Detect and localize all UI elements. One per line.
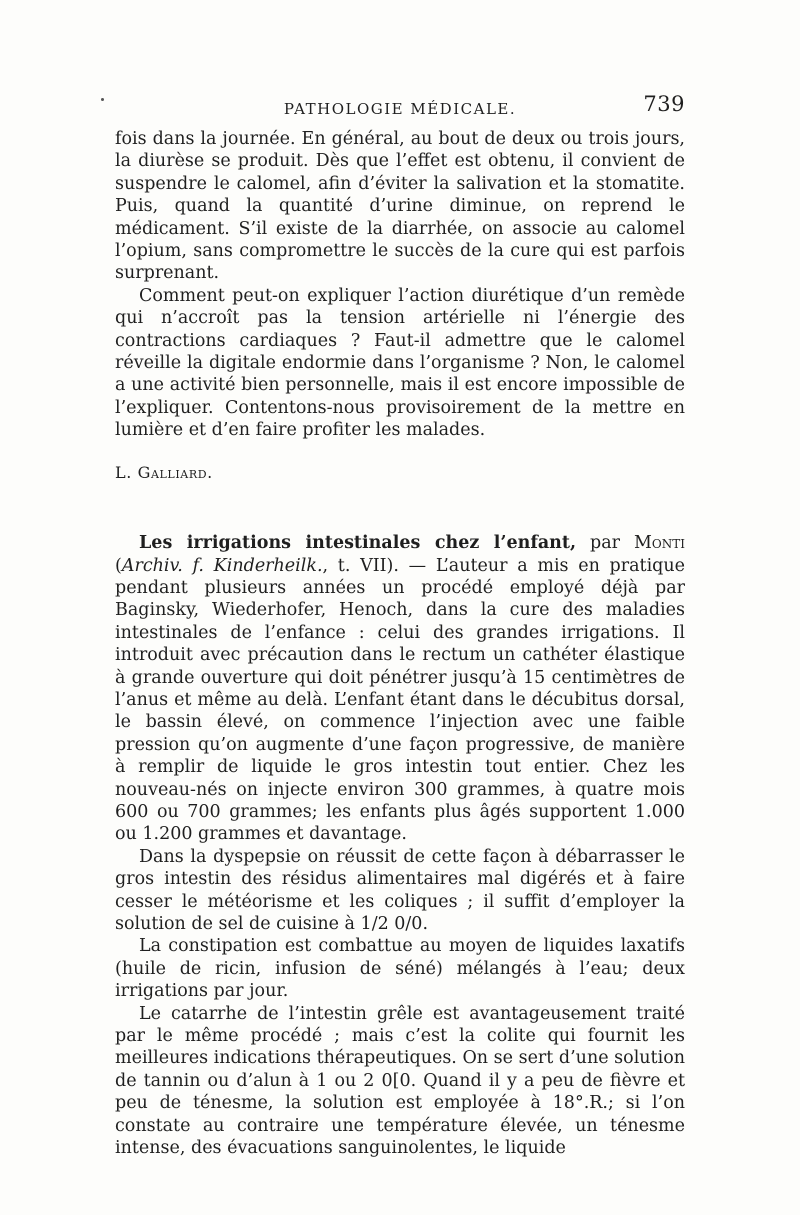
citation-close: , t. VII). <box>322 555 399 576</box>
margin-dot <box>101 98 104 101</box>
journal-title: Archiv. f. Kinderheilk. <box>121 555 323 576</box>
article-paragraph <box>115 532 685 846</box>
article-author: Monti <box>633 533 685 554</box>
article-by: par <box>590 533 621 554</box>
author-signature: L. Galliard. <box>115 462 213 482</box>
paragraph-explanation: Comment peut-on expliquer l’action diurétique d’un remède qui n’accroît pas la tension artérielle ni l’énergie des contractions cardiaques ? Faut-il admettre que le calomel réveille la digitale endormie dans l’organisme ? Non, le calomel a une activité bien personnelle, mais il est encore impossible de l’expliquer. Contentons-nous provisoirement de la mettre en lumière et d’en faire profiter les malades. <box>115 285 685 441</box>
article-text: — L’auteur a mis en pratique pendant plusieurs années un procédé employé déjà par Baginsky, Wiederhofer, Henoch, dans la cure des maladies intestinales de l’enfance : celui des grandes irrigations. Il introduit avec précaution dans le rectum un cathéter élastique à grande ouverture qui doit pénétrer jusqu’à 15 centimètres de l’anus et même au delà. L’enfant étant dans le décubitus dorsal, le bassin élevé, on commence l’injection avec une faible pression qu’on augmente d’une façon progressive, de manière à remplir de liquide le gros intestin tout entier. Chez les nouveau-nés on injecte environ 300 grammes, à quatre mois 600 ou 700 grammes; les enfants plus âgés supportent 1.000 ou 1.200 grammes et davantage. <box>115 555 685 845</box>
article-title: Les irrigations intestinales chez l’enfant, <box>139 533 577 554</box>
paragraph-catarrh: Le catarrhe de l’intestin grêle est avantageusement traité par le même procédé ; mais c’est la colite qui fournit les meilleures indications thérapeutiques. On se sert d’une solution de tannin ou d’alun à 1 ou 2 0[0. Quand il y a peu de fièvre et peu de ténesme, la solution est employée à 18°.R.; si l’on constate au contraire une température élevée, un ténesme intense, des évacuations sanguinolentes, le liquide <box>115 1003 685 1159</box>
paragraph-continuation: fois dans la journée. En général, au bout de deux ou trois jours, la diurèse se produit. Dès que l’effet est obtenu, il convient de suspendre le calomel, afin d’éviter la salivation et la stomatite. Puis, quand la quantité d’urine diminue, on reprend le médicament. S’il existe de la diarrhée, on associe au calomel l’opium, sans compromettre le succès de la cure qui est parfois surprenant. <box>115 129 685 284</box>
page-header <box>115 92 685 122</box>
page-body <box>115 128 685 1159</box>
page-number: 739 <box>643 92 685 116</box>
citation-open: ( <box>115 555 122 576</box>
running-head: PATHOLOGIE MÉDICALE. <box>283 100 517 118</box>
paragraph-constipation: La constipation est combattue au moyen de liquides laxatifs (huile de ricin, infusion de séné) mélangés à l’eau; deux irrigations par jour. <box>115 936 685 1002</box>
section-gap <box>115 484 685 532</box>
paragraph-dyspepsia: Dans la dyspepsie on réussit de cette façon à débarrasser le gros intestin des résidus alimentaires mal digérés et à faire cesser le météorisme et les coliques ; il suffit d’employer la solution de sel de cuisine à 1/2 0/0. <box>115 846 685 934</box>
